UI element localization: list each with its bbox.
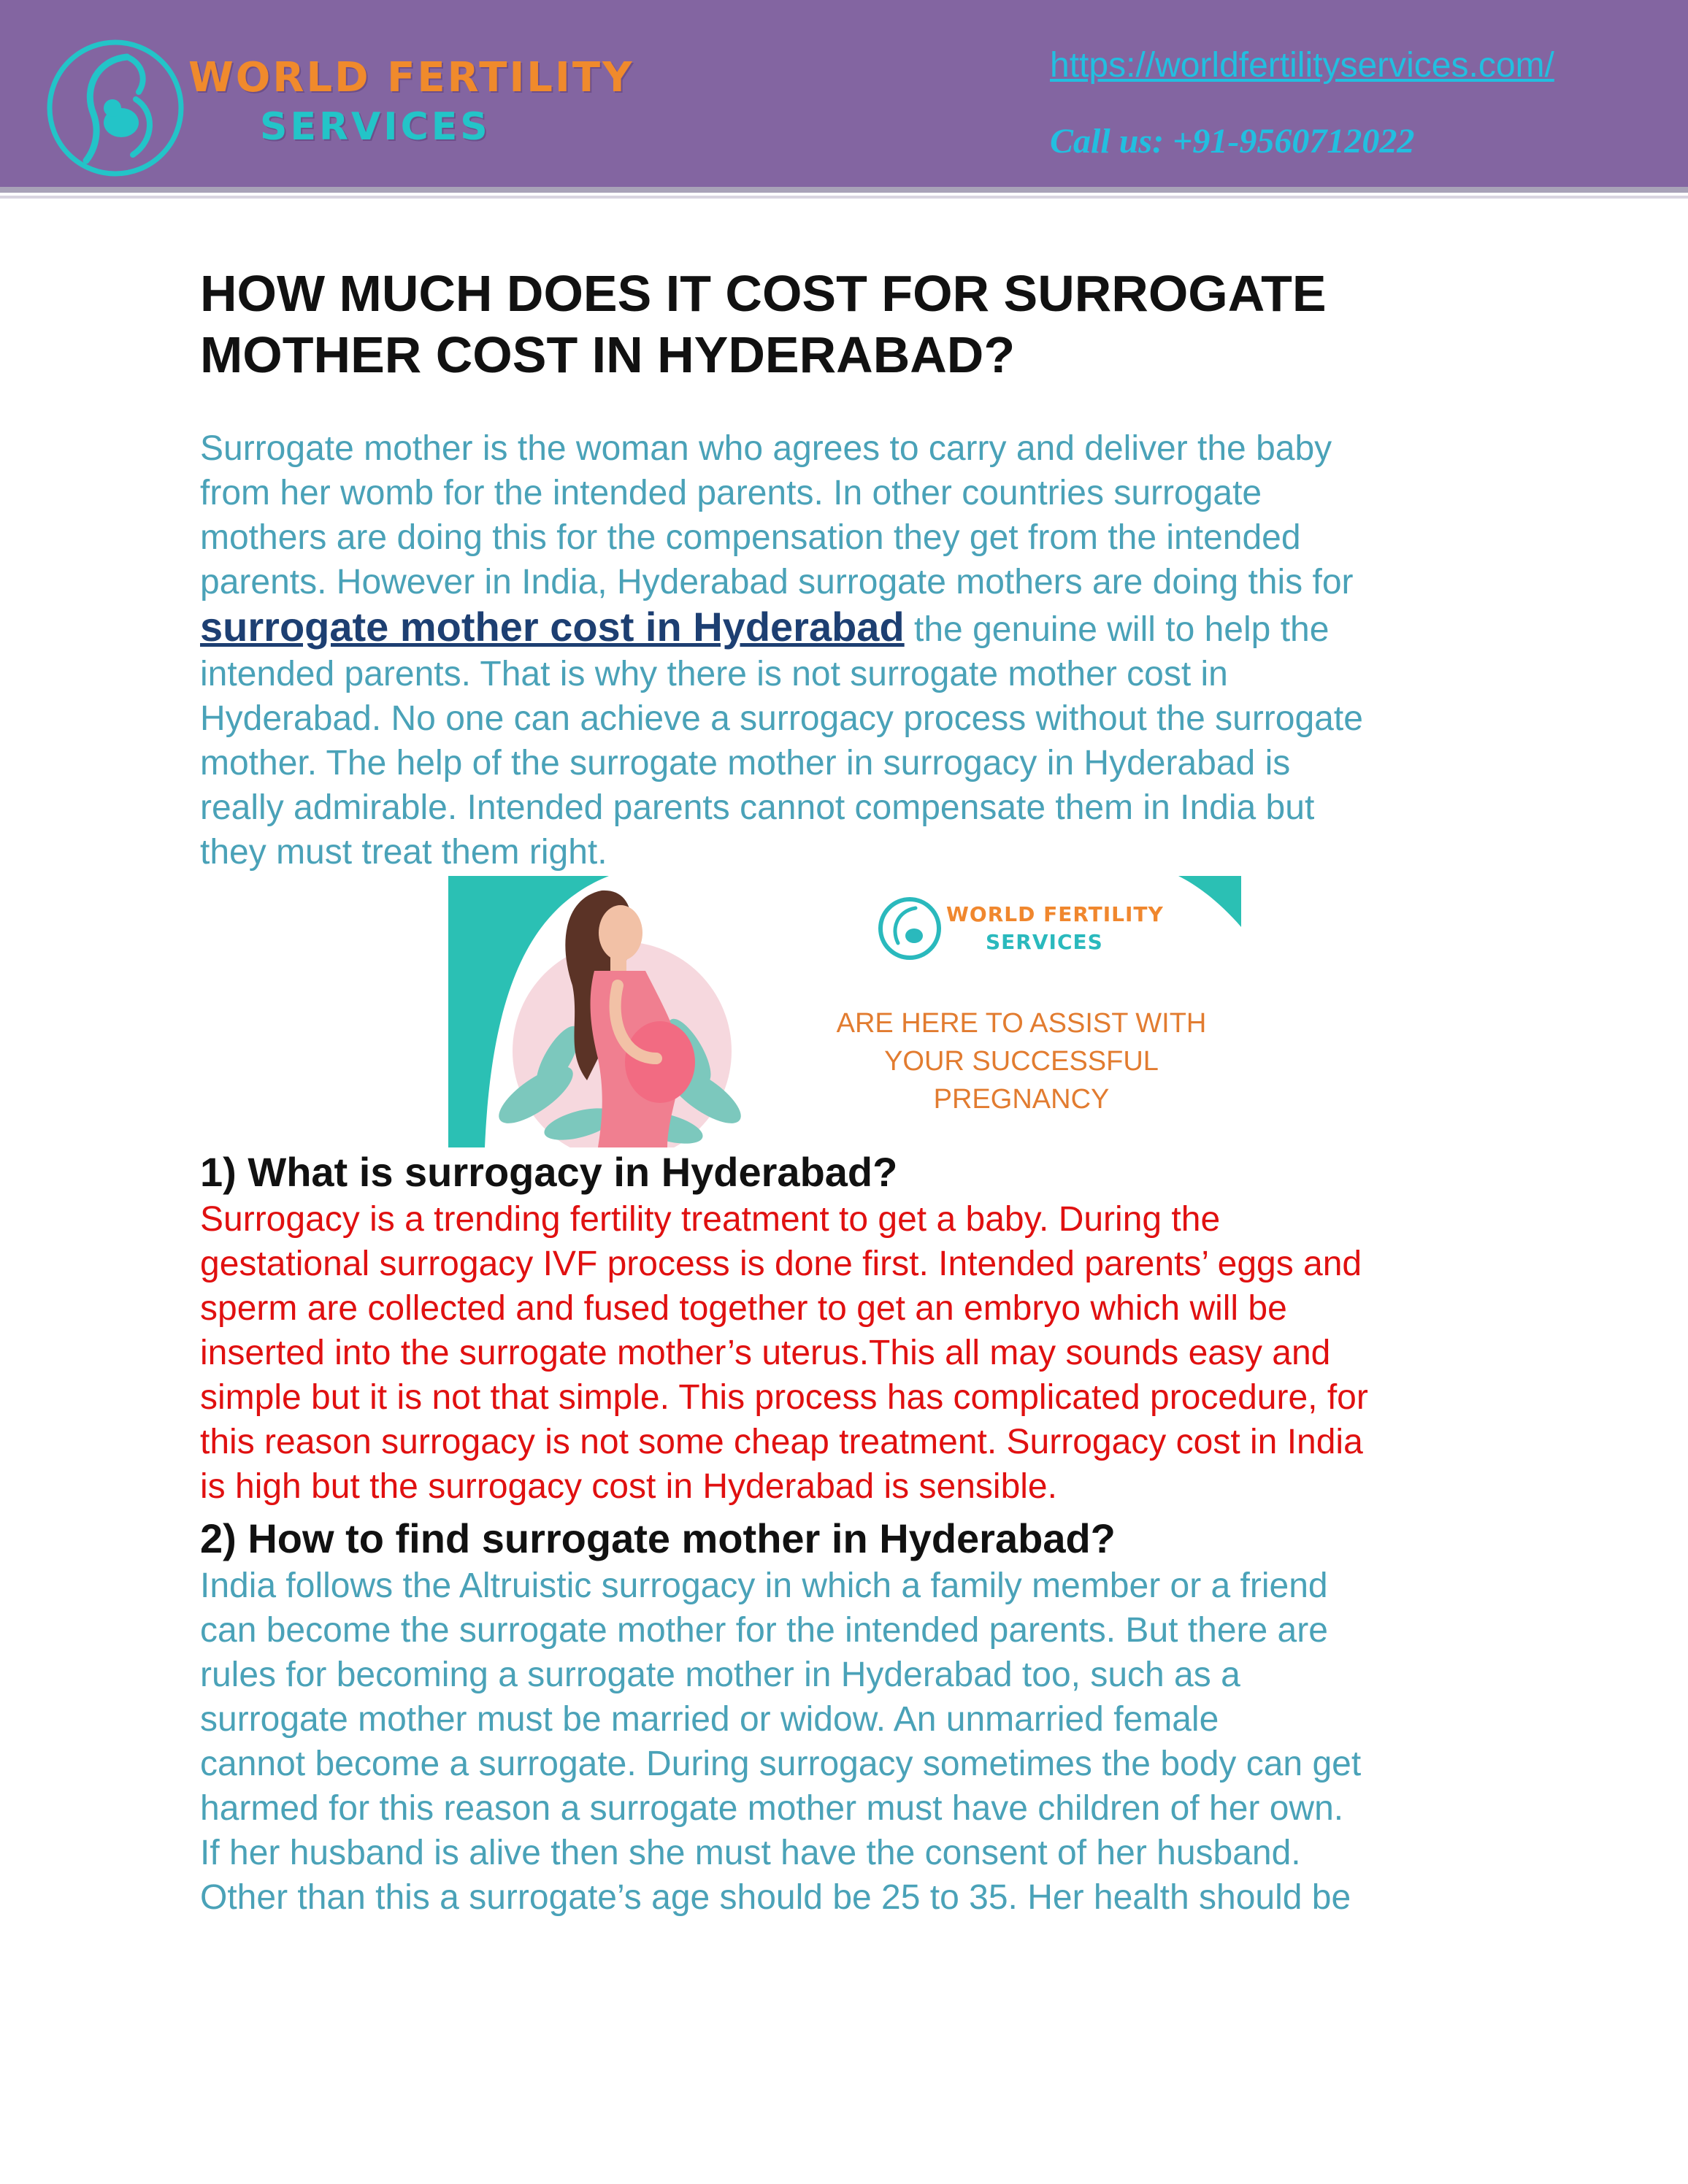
intro-text-before-link: Surrogate mother is the woman who agrees to carry and deliver the baby from her womb for the intended parents. In other countries surrogate mothers are doing this for the compensation they get from the intended parents. However in India, Hyderabad surrogate mothers are doing this for — [200, 429, 1354, 601]
banner-tagline: ARE HERE TO ASSIST WITH YOUR SUCCESSFUL PREGNANCY — [836, 1008, 1207, 1115]
section1-paragraph: Surrogacy is a trending fertility treatment to get a baby. During the gestational surrogacy IVF process is done first. Intended parents’ eggs and sperm are collected and fused together to get an embryo which will be inserted into the surrogate mother’s uterus.This all may sounds easy and simple but it is not that simple. This process has complicated procedure, for this reason surrogacy is not some cheap treatment. Surrogacy cost in India is high but the surrogacy cost in Hyderabad is sensible. — [200, 1200, 1368, 1506]
section2-paragraph: India follows the Altruistic surrogacy in which a family member or a friend can become the surrogate mother for the intended parents. But there are rules for becoming a surrogate mother in Hyderabad too, such as a surrogate mother must be married or widow. An unmarried female cannot become a surrogate. During surrogacy sometimes the body can get harmed for this reason a surrogate mother must have children of her own. If her husband is alive then she must have the consent of her husband. Other than this a surrogate’s age should be 25 to 35. Her health should be — [200, 1566, 1362, 1917]
promo-banner-image — [448, 876, 1241, 1147]
website-link[interactable]: https://worldfertilityservices.com/ — [1050, 46, 1554, 85]
surrogate-cost-link[interactable]: surrogate mother cost in Hyderabad — [200, 604, 905, 650]
call-us-phone[interactable]: Call us: +91-9560712022 — [1050, 122, 1415, 161]
banner-brand-line2: SERVICES — [986, 930, 1103, 954]
mother-and-child-logo-icon — [45, 38, 185, 178]
intro-paragraph — [200, 426, 1514, 874]
header-divider — [0, 187, 1688, 193]
section2-heading: 2) How to find surrogate mother in Hyderabad? — [200, 1515, 1116, 1561]
logo-wordmark-line2: SERVICES — [260, 105, 491, 149]
section1-heading: 1) What is surrogacy in Hyderabad? — [200, 1149, 898, 1195]
intro-text-after-link: the genuine will to help the intended parents. That is why there is not surrogate mother cost in Hyderabad. No one can achieve a surrogacy process without the surrogate mother. The help of the surrogate mother in surrogacy in Hyderabad is really admirable. Intended parents cannot compensate them in India but they must treat them right. — [200, 610, 1363, 872]
header-divider-thin — [0, 196, 1688, 199]
logo-wordmark-line1: WORLD FERTILITY — [188, 54, 634, 101]
banner-brand-line1: WORLD FERTILITY — [946, 902, 1164, 926]
header-band — [0, 0, 1688, 187]
page-title: HOW MUCH DOES IT COST FOR SURROGATE MOTHER COST IN HYDERABAD? — [200, 265, 1327, 383]
